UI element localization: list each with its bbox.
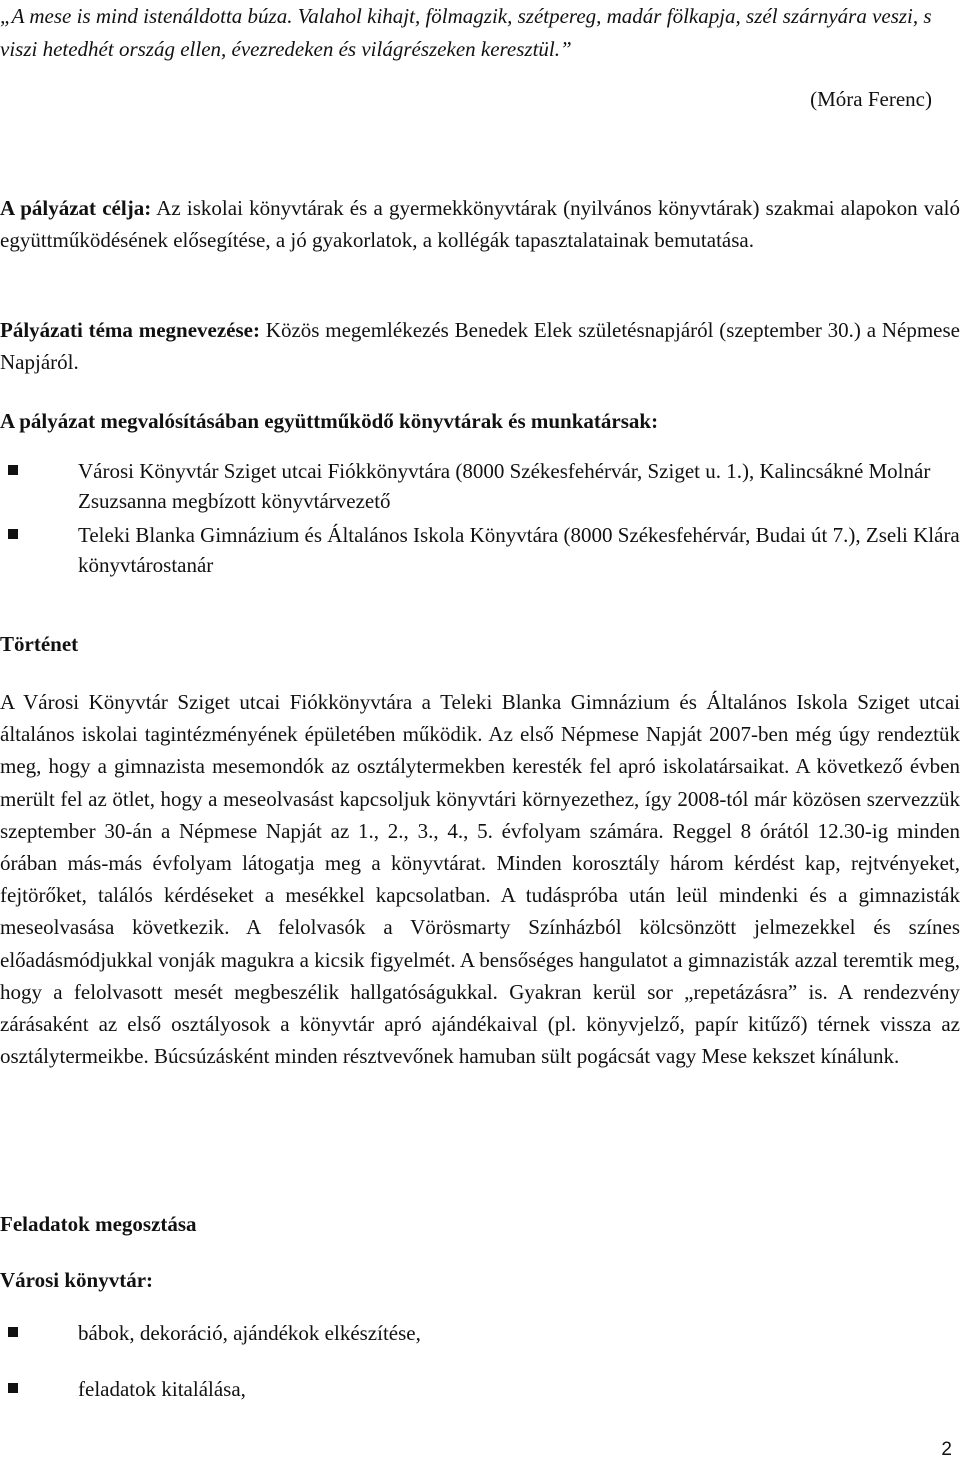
list-item [0, 1374, 960, 1404]
square-bullet-icon [8, 1383, 18, 1393]
partners-list [0, 456, 960, 584]
history-heading: Történet [0, 632, 79, 656]
list-item [0, 456, 960, 516]
task-text: feladatok kitalálása, [78, 1377, 246, 1401]
list-item [0, 1318, 960, 1348]
partners-heading: A pályázat megvalósításában együttműködő könyvtárak és munkatársak: [0, 409, 659, 433]
opening-quote: „A mese is mind istenáldotta búza. Valahol kihajt, fölmagzik, szétpereg, madár fölkapja, szél szárnyára veszi, s viszi hetedhét ország ellen, évezredeken és világrészeken keresztül.” [0, 4, 932, 61]
theme-label: Pályázati téma megnevezése: [0, 318, 260, 342]
tasks-list [0, 1318, 960, 1430]
partner-text: Teleki Blanka Gimnázium és Általános Iskola Könyvtára (8000 Székesfehérvár, Budai út 7.), Zseli Klára könyvtárostanár [78, 523, 960, 577]
partner-text: Városi Könyvtár Sziget utcai Fiókkönyvtára (8000 Székesfehérvár, Sziget u. 1.), Kalincsákné Molnár Zsuzsanna megbízott könyvtárvezető [78, 459, 931, 513]
tasks-heading: Feladatok megosztása [0, 1212, 197, 1236]
history-paragraph: A Városi Könyvtár Sziget utcai Fiókkönyvtára a Teleki Blanka Gimnázium és Általános Iskola Sziget utcai általános iskolai tagintézményének épületében működik. Az első Népmese Napját 2007-ben még úgy rendeztük meg, hogy a gimnazista mesemondók az osztálytermekben keresték fel apró iskolatársaikat. A következő évben merült fel az ötlet, hogy a meseolvasást kapcsoljuk könyvtári környezethez, így 2008-tól már közösen szervezzük szeptember 30-án a Népmese Napját az 1., 2., 3., 4., 5. évfolyam számára. Reggel 8 órától 12.30-ig minden órában más-más évfolyam látogatja meg a könyvtárat. Minden korosztály három kérdést kap, rejtvényeket, fejtörőket, találós kérdéseket a mesékkel kapcsolatban. A tudáspróba után leül mindenki és a gimnazisták meseolvasása következik. A felolvasók a Vörösmarty Színházból kölcsönzött jelmezekkel és színes előadásmódjukkal vonják magukra a kicsik figyelmét. A bensőséges hangulatot a gimnazisták azzal teremtik meg, hogy a felolvasott mesét megbeszélik hallgatóságukkal. Gyakran kerül sor „repetázásra” is. A rendezvény zárásaként az első osztályosok a könyvtár apró ajándékaival (pl. könyvjelző, papír kitűző) térnek vissza az osztálytermeikbe. Búcsúzásként minden résztvevőnek hamuban sült pogácsát vagy Mese kekszet kínálunk. [0, 690, 960, 1069]
theme-paragraph [0, 314, 960, 378]
square-bullet-icon [8, 465, 18, 475]
tasks-subheading: Városi könyvtár: [0, 1268, 154, 1292]
list-item [0, 520, 960, 580]
goal-text: Az iskolai könyvtárak és a gyermekkönyvtárak (nyilvános könyvtárak) szakmai alapokon való együttműködésének elősegítése, a jó gyakorlatok, a kollégák tapasztalatainak bemutatása. [0, 196, 960, 252]
page-number: 2 [941, 1439, 952, 1460]
square-bullet-icon [8, 529, 18, 539]
quote-author: (Móra Ferenc) [810, 87, 932, 111]
goal-label: A pályázat célja: [0, 196, 152, 220]
square-bullet-icon [8, 1327, 18, 1337]
goal-paragraph [0, 192, 960, 256]
theme-text: Közös megemlékezés Benedek Elek születésnapjáról (szeptember 30.) a Népmese Napjáról. [0, 318, 960, 374]
task-text: bábok, dekoráció, ajándékok elkészítése, [78, 1321, 421, 1345]
